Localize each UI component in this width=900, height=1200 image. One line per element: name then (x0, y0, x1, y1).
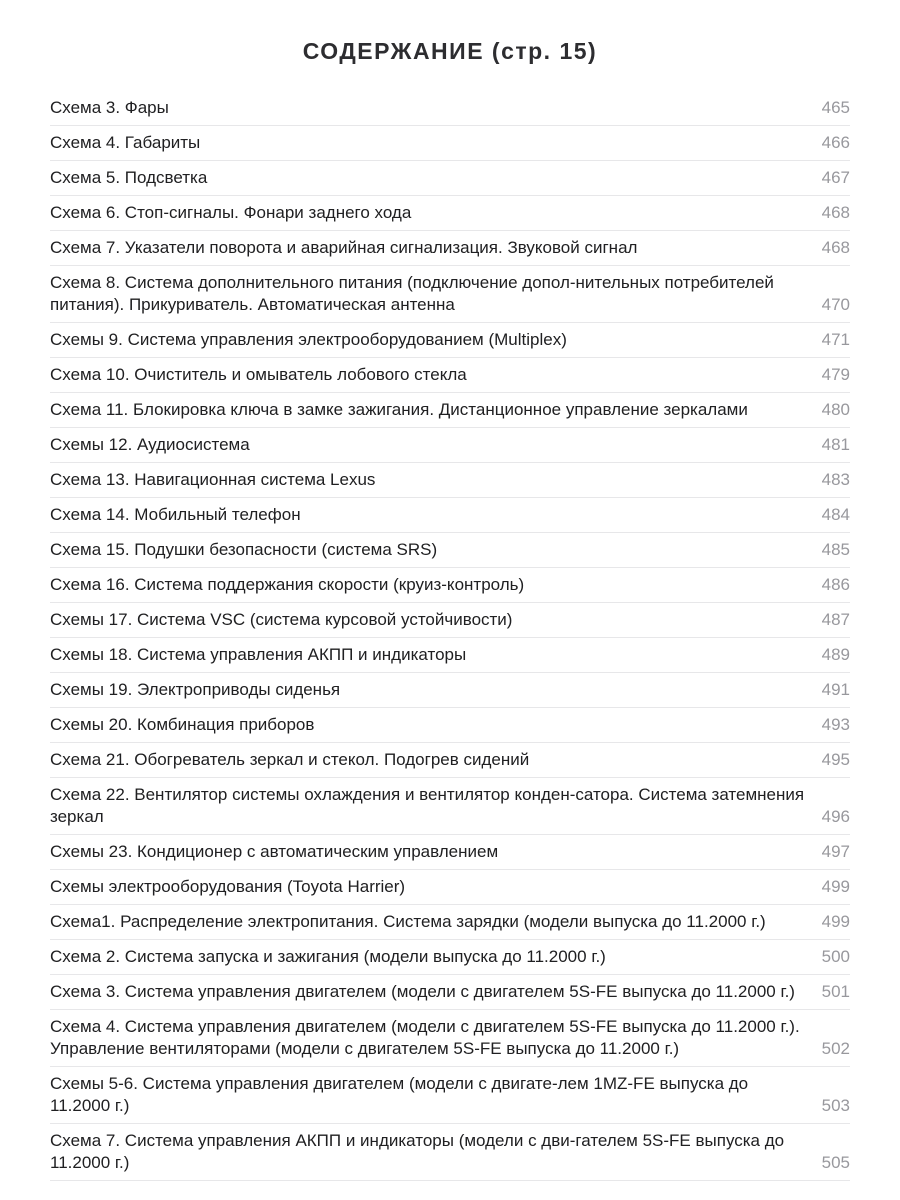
toc-item-page-number: 503 (821, 1096, 850, 1115)
toc-item-page-number: 485 (821, 540, 850, 559)
toc-item-page-number: 481 (821, 435, 850, 454)
toc-item[interactable] (50, 266, 850, 323)
toc-item-page-number: 487 (821, 610, 850, 629)
toc-item-label: Схема 10. Очиститель и омыватель лобового стекла (50, 365, 467, 384)
toc-item-page-number: 479 (821, 365, 850, 384)
toc-item-label: Схема 11. Блокировка ключа в замке зажигания. Дистанционное управление зеркалами (50, 400, 748, 419)
toc-item[interactable] (50, 673, 850, 708)
toc-item-label: Схема 6. Стоп-сигналы. Фонари заднего хода (50, 203, 412, 222)
toc-item-page-number: 499 (821, 912, 850, 931)
toc-item-page-number: 467 (821, 168, 850, 187)
toc-item[interactable] (50, 428, 850, 463)
toc-item-page-number: 468 (821, 203, 850, 222)
toc-item-page-number: 483 (821, 470, 850, 489)
toc-item-label: Схема 5. Подсветка (50, 168, 208, 187)
toc-item-label: Схемы 20. Комбинация приборов (50, 715, 315, 734)
toc-item-page-number: 466 (821, 133, 850, 152)
toc-item-page-number: 493 (821, 715, 850, 734)
toc-item-label: Схемы 17. Система VSC (система курсовой устойчивости) (50, 610, 513, 629)
toc-item[interactable] (50, 1010, 850, 1067)
toc-item-label: Схема 4. Габариты (50, 133, 201, 152)
toc-item[interactable] (50, 708, 850, 743)
toc-item-page-number: 471 (821, 330, 850, 349)
toc-item-page-number: 495 (821, 750, 850, 769)
toc-item-page-number: 468 (821, 238, 850, 257)
toc-item[interactable] (50, 463, 850, 498)
toc-item[interactable] (50, 231, 850, 266)
toc-item-label: Схема 13. Навигационная система Lexus (50, 470, 376, 489)
toc-item-label: Схемы 19. Электроприводы сиденья (50, 680, 341, 699)
toc-item[interactable] (50, 568, 850, 603)
toc-item[interactable] (50, 835, 850, 870)
toc-item-label: Схема 3. Фары (50, 98, 169, 117)
toc-item[interactable] (50, 1124, 850, 1181)
toc-item-label: Схема 3. Система управления двигателем (модели с двигателем 5S-FE выпуска до 11.2000 г.) (50, 982, 795, 1001)
toc-item-page-number: 470 (821, 295, 850, 314)
toc-item-page-number: 502 (821, 1039, 850, 1058)
toc-item-label: Схемы 9. Система управления электрооборудованием (Multiplex) (50, 330, 567, 349)
toc-item[interactable] (50, 393, 850, 428)
toc-item-page-number: 486 (821, 575, 850, 594)
toc-item-page-number: 484 (821, 505, 850, 524)
toc-item-label: Схема 7. Указатели поворота и аварийная сигнализация. Звуковой сигнал (50, 238, 638, 257)
toc-item[interactable] (50, 940, 850, 975)
toc-item-page-number: 496 (821, 807, 850, 826)
toc-item-page-number: 491 (821, 680, 850, 699)
toc-item[interactable] (50, 778, 850, 835)
toc-item[interactable] (50, 870, 850, 905)
toc-item-page-number: 500 (821, 947, 850, 966)
toc-item[interactable] (50, 91, 850, 126)
toc-item-label: Схемы 12. Аудиосистема (50, 435, 250, 454)
toc-item-page-number: 501 (821, 982, 850, 1001)
toc-item[interactable] (50, 126, 850, 161)
toc-item-label: Схемы 5-6. Система управления двигателем (модели с двигате-лем 1MZ-FE выпуска до 11.2000 г.) (50, 1074, 749, 1115)
toc-item[interactable] (50, 533, 850, 568)
toc-item-label: Схема 2. Система запуска и зажигания (модели выпуска до 11.2000 г.) (50, 947, 606, 966)
toc-item[interactable] (50, 323, 850, 358)
toc-item[interactable] (50, 743, 850, 778)
toc-item-page-number: 497 (821, 842, 850, 861)
toc-item[interactable] (50, 196, 850, 231)
toc-item-label: Схема 4. Система управления двигателем (модели с двигателем 5S-FE выпуска до 11.2000 г.). Управление вентиляторами (модели с двигателем 5S-FE выпуска до 11.2000 г.) (50, 1017, 800, 1058)
toc-item-label: Схема1. Распределение электропитания. Система зарядки (модели выпуска до 11.2000 г.) (50, 912, 766, 931)
toc-item[interactable] (50, 498, 850, 533)
toc-item-label: Схема 16. Система поддержания скорости (круиз-контроль) (50, 575, 525, 594)
toc-item-page-number: 465 (821, 98, 850, 117)
toc-item[interactable] (50, 1067, 850, 1124)
toc-item[interactable] (50, 603, 850, 638)
toc-item-label: Схема 8. Система дополнительного питания (подключение допол-нительных потребителей питания). Прикуриватель. Автоматическая антенна (50, 273, 774, 314)
toc-item-label: Схема 21. Обогреватель зеркал и стекол. Подогрев сидений (50, 750, 530, 769)
toc-item[interactable] (50, 975, 850, 1010)
toc-item-page-number: 489 (821, 645, 850, 664)
toc-list (50, 91, 850, 1181)
toc-item[interactable] (50, 905, 850, 940)
toc-item-label: Схема 14. Мобильный телефон (50, 505, 301, 524)
toc-item[interactable] (50, 638, 850, 673)
toc-item-page-number: 505 (821, 1153, 850, 1172)
toc-item[interactable] (50, 358, 850, 393)
page-title: СОДЕРЖАНИЕ (стр. 15) (302, 38, 598, 64)
toc-item-label: Схемы электрооборудования (Toyota Harrier) (50, 877, 406, 896)
toc-item-label: Схемы 23. Кондиционер с автоматическим управлением (50, 842, 499, 861)
toc-item[interactable] (50, 161, 850, 196)
toc-item-label: Схема 15. Подушки безопасности (система SRS) (50, 540, 438, 559)
toc-item-label: Схема 7. Система управления АКПП и индикаторы (модели с дви-гателем 5S-FE выпуска до 11.2000 г.) (50, 1131, 785, 1172)
toc-item-page-number: 480 (821, 400, 850, 419)
toc-item-page-number: 499 (821, 877, 850, 896)
toc-item-label: Схемы 18. Система управления АКПП и индикаторы (50, 645, 467, 664)
toc-item-label: Схема 22. Вентилятор системы охлаждения и вентилятор конден-сатора. Система затемнения зеркал (50, 785, 805, 826)
